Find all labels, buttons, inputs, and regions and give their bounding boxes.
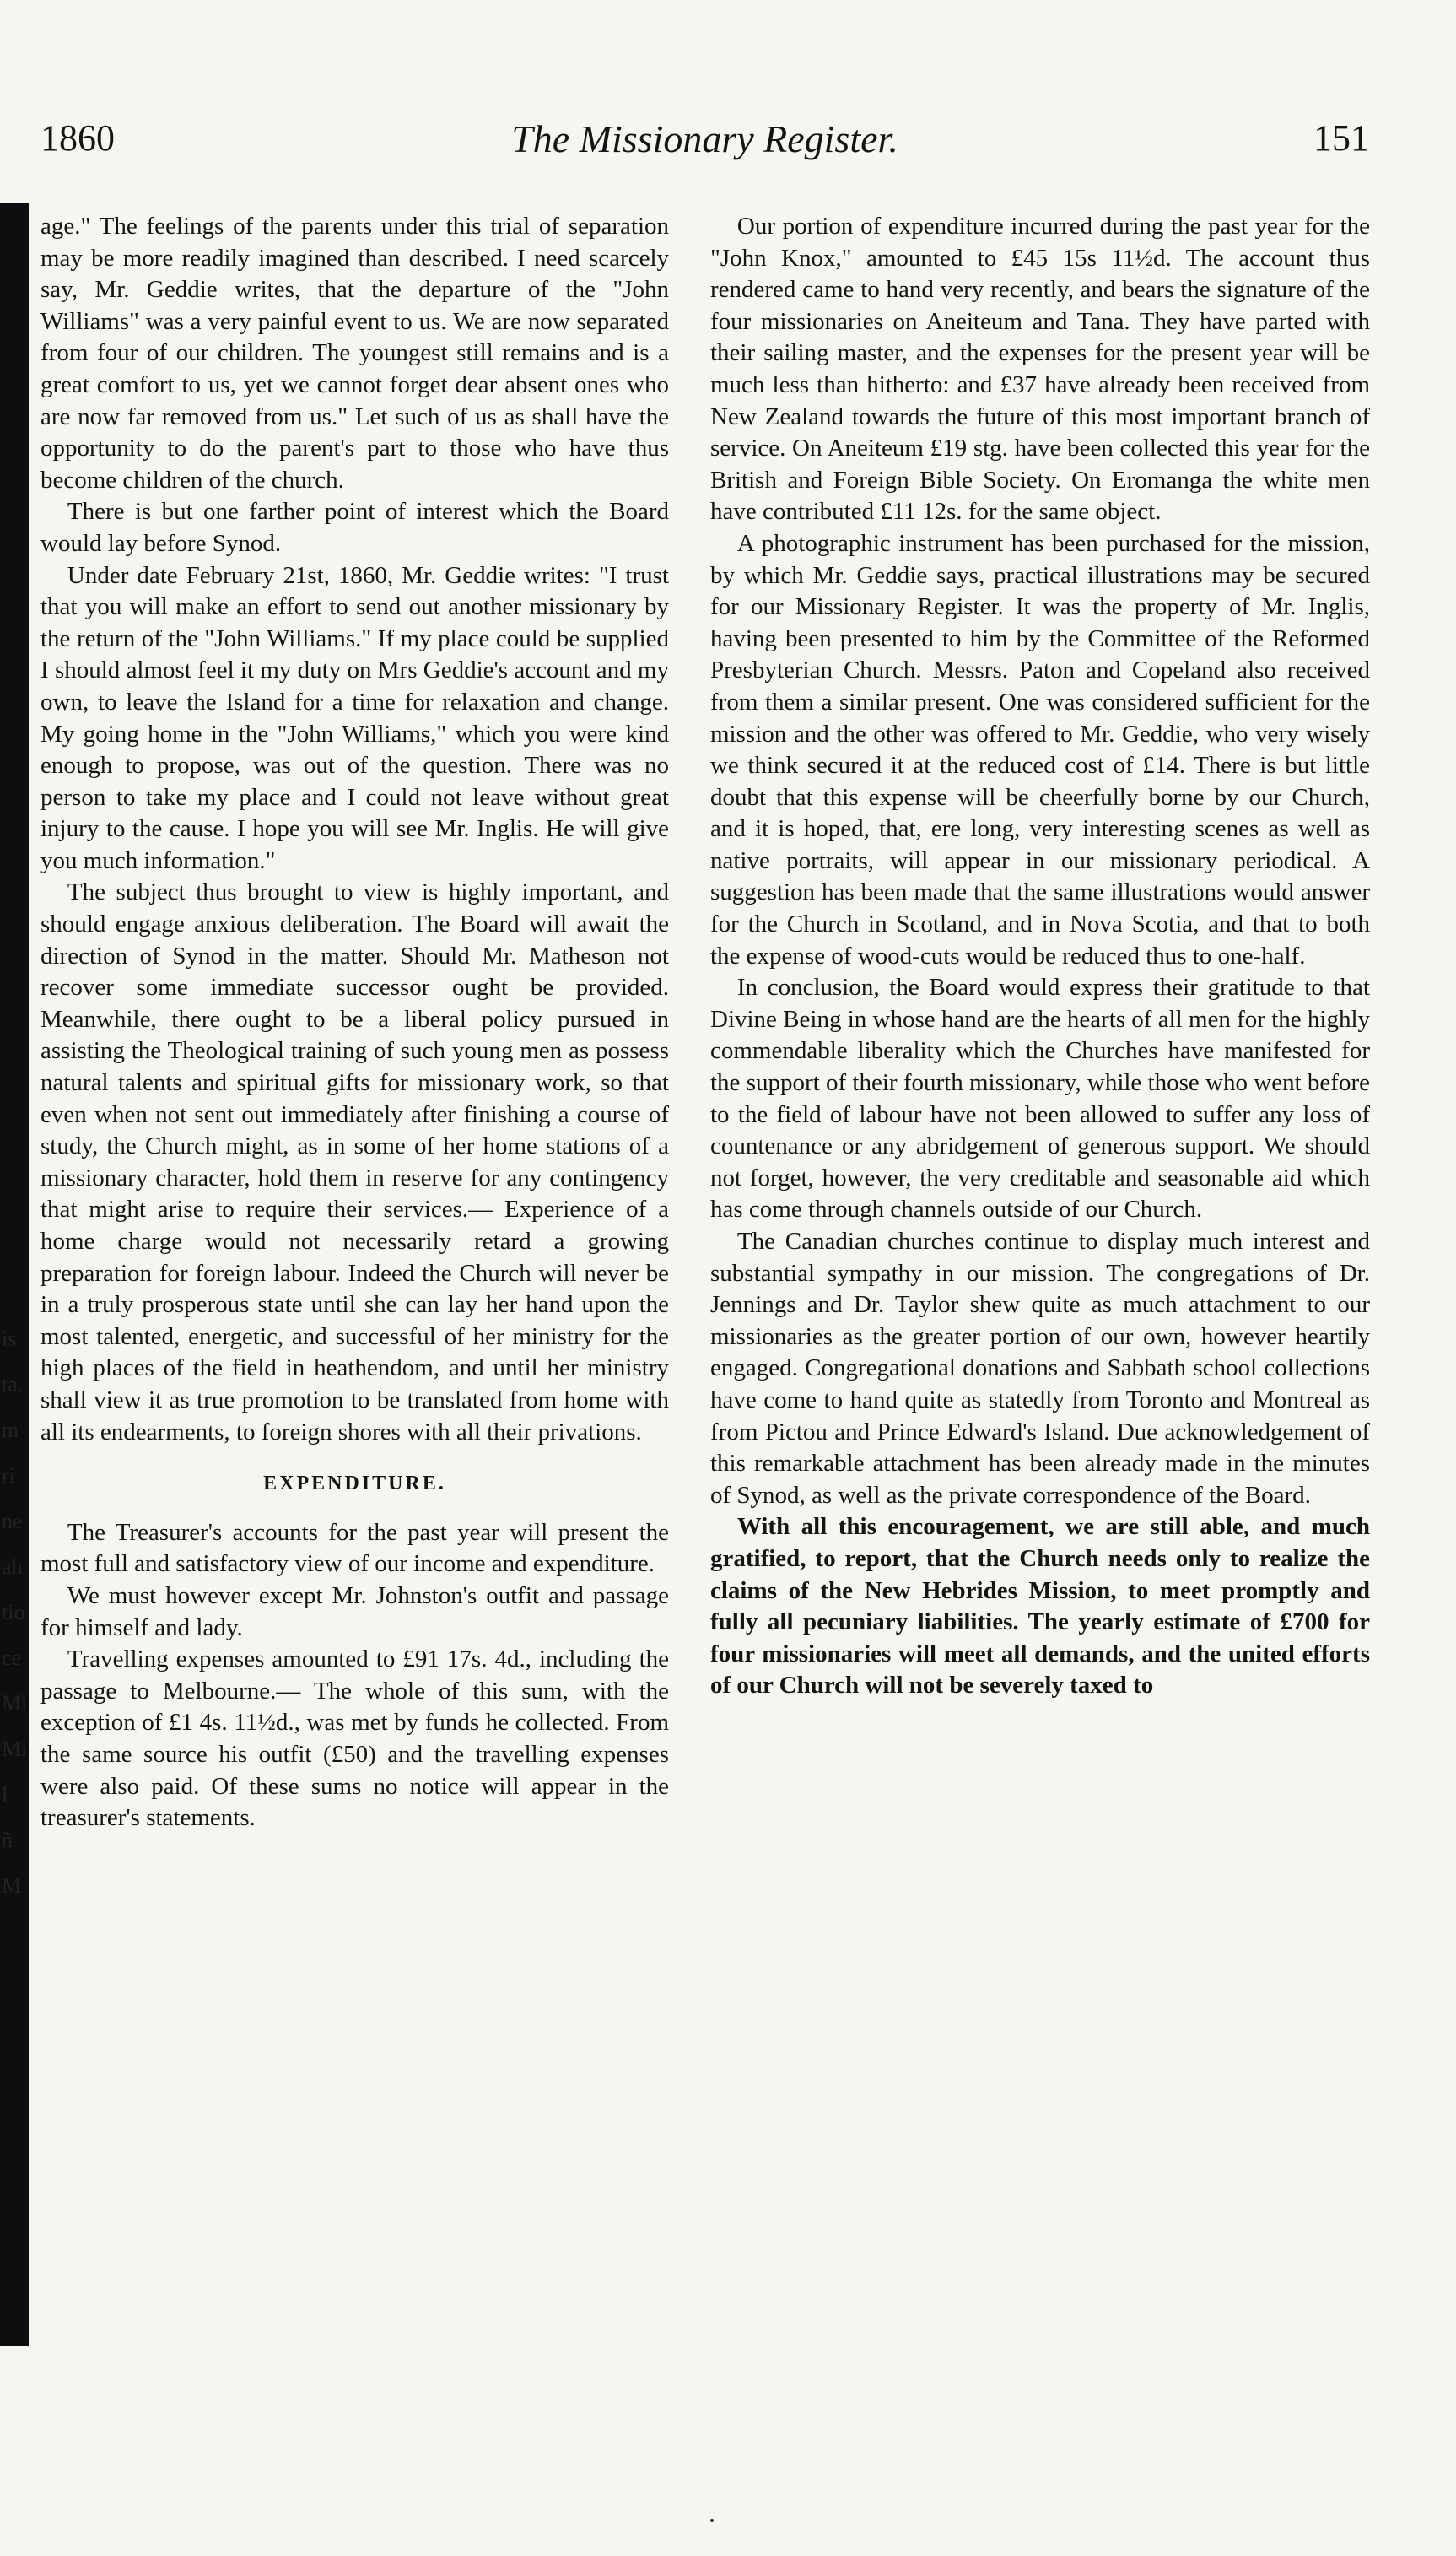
paragraph: The Canadian churches continue to display much interest and substantial sympathy in our mission. The congregations of Dr. Jennings and Dr. Taylor shew quite as much attachment to our missionaries as the greater portion of our own, however heartily engaged. Congregational donations and Sabbath school collections have come to hand quite as statedly from Toronto and Montreal as from Pictou and Prince Edward's Island. Due acknowledgement of this remarkable attachment has been already made in the minutes of Synod, as well as the private correspondence of the Board.: [710, 1228, 1370, 1509]
left-column: [40, 211, 669, 1835]
paragraph: The Treasurer's accounts for the past year will present the most full and satisfactory view of our income and expenditure.: [40, 1518, 669, 1578]
paragraph: Under date February 21st, 1860, Mr. Geddie writes: "I trust that you will make an effort to send out another missionary by the return of the "John Williams." If my place could be supplied I should almost feel it my duty on Mrs Geddie's account and my own, to leave the Island for a time for relaxation and change. My going home in the "John Williams," which you were kind enough to propose, was out of the question. There was no person to take my place and I could not leave without great injury to the cause. I hope you will see Mr. Inglis. He will give you much information.": [40, 561, 669, 874]
margin-fragment: ah: [2, 1554, 23, 1579]
margin-fragment: M: [2, 1873, 22, 1898]
margin-fragment: Mi: [2, 1691, 28, 1716]
paragraph: With all this encouragement, we are still able, and much gratified, to report, that the Church needs only to realize the claims of the New Hebrides Mission, to meet promptly and fully all pecuniary liabilities. The yearly estimate of £700 for four missionaries will meet all demands, and the united efforts of our Church will not be severely taxed to: [710, 1513, 1370, 1699]
margin-fragment: ñ: [2, 1828, 13, 1852]
paragraph: We must however except Mr. Johnston's outfit and passage for himself and lady.: [40, 1581, 669, 1641]
page-number: 151: [1313, 117, 1369, 159]
margin-fragment: m: [2, 1418, 19, 1442]
paragraph: In conclusion, the Board would express their gratitude to that Divine Being in whose hand are the hearts of all men for the highly commendable liberality which the Churches have manifested for the support of their fourth missionary, while those who went before to the field of labour have not been allowed to suffer any loss of countenance or any abridgement of generous support. We should not forget, however, the very creditable and seasonable aid which has come through channels outside of our Church.: [710, 974, 1370, 1224]
header-year: 1860: [40, 117, 115, 159]
running-header: [40, 116, 1369, 177]
margin-fragment: ta.: [2, 1372, 24, 1397]
paragraph: The subject thus brought to view is highly important, and should engage anxious deliberation. The Board will await the direction of Synod in the matter. Should Mr. Matheson not recover some immediate successor ought be provided. Meanwhile, there ought to be a liberal policy pursued in assisting the Theological training of such young men as possess natural talents and spiritual gifts for missionary work, so that even when not sent out immediately after finishing a course of study, the Church might, as in some of her home stations of a missionary character, hold them in reserve for any contingency that might arise to require their services.— Experience of a home charge would not necessarily retard a growing preparation for foreign labour. Indeed the Church will never be in a truly prosperous state until she can lay her hand upon the most talented, energetic, and successful of her ministry for the high places of the field in heathendom, and until her ministry shall view it as true promotion to be translated from home with all its endearments, to foreign shores with all their privations.: [40, 878, 669, 1446]
header-title: The Missionary Register.: [511, 117, 898, 160]
section-heading: EXPENDITURE.: [263, 1473, 446, 1495]
right-column: [710, 211, 1370, 1702]
paragraph: Travelling expenses amounted to £91 17s. 4d., including the passage to Melbourne.— The whole of this sum, with the exception of £1 4s. 11½d., was met by funds he collected. From the same source his outfit (£50) and the travelling expenses were also paid. Of these sums no notice will appear in the treasurer's statements.: [40, 1645, 669, 1832]
binding-shadow: [0, 203, 29, 2346]
paragraph: age." The feelings of the parents under this trial of separation may be more readily imagined than described. I need scarcely say, Mr. Geddie writes, that the departure of the "John Williams" was a very painful event to us. We are now separated from four of our children. The youngest still remains and is a great comfort to us, yet we cannot forget dear absent ones who are now far removed from us." Let such of us as shall have the opportunity to do the parent's part to those who have thus become children of the church.: [40, 213, 669, 494]
margin-fragment: Mi: [2, 1737, 28, 1761]
ink-speck: [710, 2519, 714, 2522]
paragraph: There is but one farther point of interest which the Board would lay before Synod.: [40, 498, 669, 557]
margin-fragment: tio: [2, 1600, 25, 1624]
paragraph: A photographic instrument has been purchased for the mission, by which Mr. Geddie says, practical illustrations may be secured for our Missionary Register. It was the property of Mr. Inglis, having been presented to him by the Committee of the Reformed Presbyterian Church. Messrs. Paton and Copeland also received from them a similar present. One was considered sufficient for the mission and the other was offered to Mr. Geddie, who very wisely we think secured it at the reduced cost of £14. There is but little doubt that this expense will be cheerfully borne by our Church, and it is hoped, that, ere long, very interesting scenes as well as native portraits, will appear in our missionary periodical. A suggestion has been made that the same illustrations would answer for the Church in Scotland, and in Nova Scotia, and that to both the expense of wood-cuts would be reduced thus to one-half.: [710, 529, 1370, 970]
margin-fragment: ce: [2, 1645, 22, 1670]
margin-fragment: is: [2, 1327, 17, 1351]
paragraph: Our portion of expenditure incurred during the past year for the "John Knox," amounted to £45 15s 11½d. The account thus rendered came to hand very recently, and bears the signature of the four missionaries on Aneiteum and Tana. They have parted with their sailing master, and the expenses for the present year will be much less than hitherto: and £37 have already been received from New Zealand towards the future of this most important branch of service. On Aneiteum £19 stg. have been collected this year for the British and Foreign Bible Society. On Eromanga the white men have contributed £11 12s. for the same object.: [710, 213, 1370, 526]
margin-fragment: ne: [2, 1509, 23, 1533]
margin-fragment: ri: [2, 1463, 15, 1488]
margin-fragment: l: [2, 1782, 8, 1807]
margin-fragments: [0, 1316, 34, 1909]
